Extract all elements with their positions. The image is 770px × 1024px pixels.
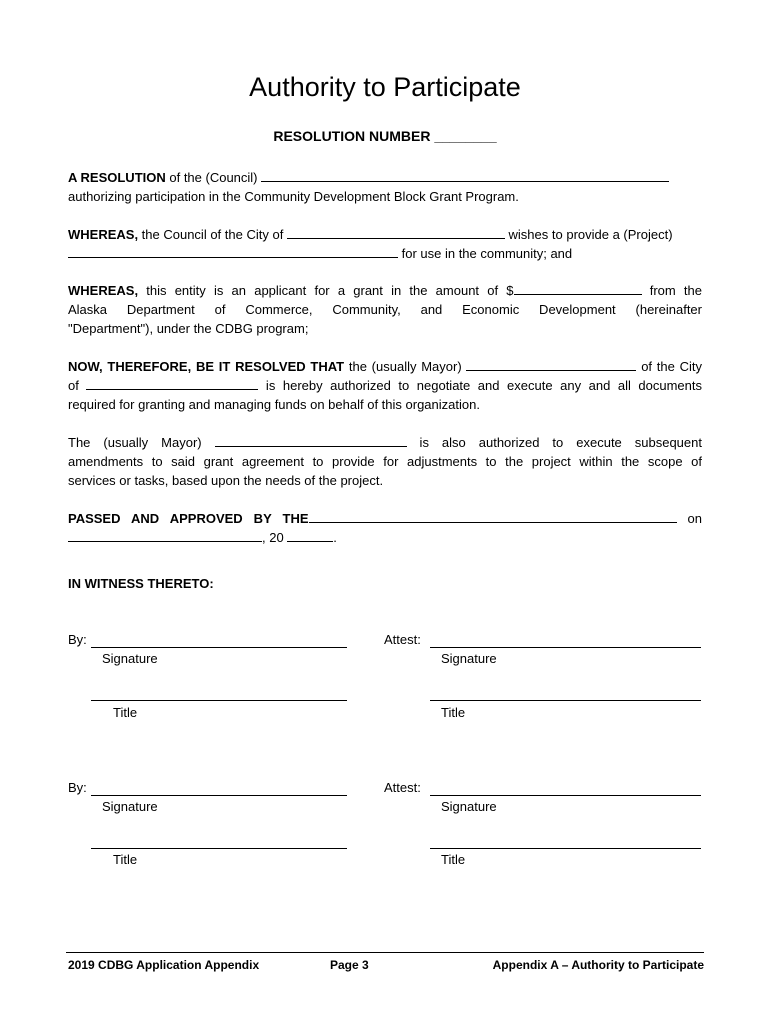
- amendment-line-3: services or tasks, based upon the needs of the project.: [68, 473, 384, 488]
- passed-text: on: [676, 511, 702, 526]
- attest-title-line[interactable]: [430, 848, 701, 849]
- whereas-text: wishes to provide a (Project): [504, 227, 673, 242]
- signature-label: Signature: [102, 651, 158, 666]
- by-title-line[interactable]: [91, 700, 347, 701]
- resolved-line-3: required for granting and managing funds on behalf of this organization.: [68, 397, 480, 412]
- footer-right: Appendix A – Authority to Participate: [492, 958, 704, 972]
- by-signature-line[interactable]: [91, 647, 347, 648]
- attest-title-line[interactable]: [430, 700, 701, 701]
- resolved-text: of the City: [636, 359, 703, 374]
- resolution-line-2: authorizing participation in the Community Development Block Grant Program.: [68, 189, 519, 204]
- amendment-text: is also authorized to execute subsequent: [406, 435, 702, 450]
- date-blank[interactable]: [68, 529, 262, 542]
- mayor-name-blank[interactable]: [215, 434, 407, 447]
- grant-amount-blank[interactable]: [514, 282, 642, 295]
- whereas-text: from the: [641, 283, 703, 298]
- attest-signature-line[interactable]: [430, 795, 701, 796]
- whereas-text: the Council of the City of: [138, 227, 287, 242]
- amendment-line-2: amendments to said grant agreement to provide for adjustments to the project within the scope of: [68, 454, 702, 469]
- witness-heading: IN WITNESS THERETO:: [68, 576, 214, 591]
- passed-text: .: [333, 530, 337, 545]
- attest-signature-line[interactable]: [430, 647, 701, 648]
- resolved-lead: NOW, THEREFORE, BE IT RESOLVED THAT: [68, 359, 345, 374]
- title-label: Title: [441, 852, 466, 867]
- passed-lead: PASSED AND APPROVED BY THE: [68, 511, 309, 526]
- footer-page-number: Page 3: [330, 958, 369, 972]
- project-blank[interactable]: [68, 245, 398, 258]
- passed-line-1: [68, 510, 702, 528]
- whereas-2-line-3: "Department"), under the CDBG program;: [68, 321, 309, 336]
- whereas-1-line-2: [68, 245, 572, 263]
- resolution-lead: A RESOLUTION: [68, 170, 166, 185]
- by-label: By:: [68, 780, 87, 795]
- signature-label: Signature: [441, 799, 497, 814]
- whereas-text: this entity is an applicant for a grant in the amount of $: [138, 283, 514, 298]
- document-title: Authority to Participate: [249, 72, 521, 102]
- title-label: Title: [113, 705, 138, 720]
- whereas-text: for use in the community; and: [398, 246, 573, 261]
- attest-label: Attest:: [384, 632, 421, 647]
- resolution-number: RESOLUTION NUMBER ________: [273, 128, 497, 144]
- amendment-text: The (usually Mayor): [68, 435, 215, 450]
- footer-divider: [66, 952, 704, 953]
- council-blank[interactable]: [261, 169, 669, 182]
- whereas-lead: WHEREAS,: [68, 227, 139, 242]
- footer-left: 2019 CDBG Application Appendix: [68, 958, 260, 972]
- whereas-1-line-1: [68, 226, 673, 244]
- mayor-blank[interactable]: [466, 358, 636, 371]
- resolution-line-1: [68, 169, 669, 187]
- passed-line-2: [68, 529, 337, 547]
- amendment-line-1: [68, 434, 702, 452]
- signature-label: Signature: [102, 799, 158, 814]
- resolved-line-2: [68, 377, 702, 395]
- title-label: Title: [441, 705, 466, 720]
- by-title-line[interactable]: [91, 848, 347, 849]
- resolution-text: of the (Council): [165, 170, 262, 185]
- council-name-blank[interactable]: [309, 510, 677, 523]
- resolved-text: the (usually Mayor): [344, 359, 467, 374]
- attest-label: Attest:: [384, 780, 421, 795]
- resolved-text: of: [68, 378, 87, 393]
- by-signature-line[interactable]: [91, 795, 347, 796]
- title-label: Title: [113, 852, 138, 867]
- city-blank[interactable]: [287, 226, 505, 239]
- whereas-2-line-2: Alaska Department of Commerce, Community, and Economic Development (hereinafter: [68, 302, 702, 317]
- passed-text: , 20: [262, 530, 288, 545]
- whereas-2-line-1: [68, 282, 702, 300]
- by-label: By:: [68, 632, 87, 647]
- whereas-lead: WHEREAS,: [68, 283, 139, 298]
- city-name-blank[interactable]: [86, 377, 258, 390]
- year-blank[interactable]: [287, 529, 333, 542]
- resolved-text: is hereby authorized to negotiate and execute any and all documents: [258, 378, 702, 393]
- resolved-line-1: [68, 358, 702, 376]
- signature-label: Signature: [441, 651, 497, 666]
